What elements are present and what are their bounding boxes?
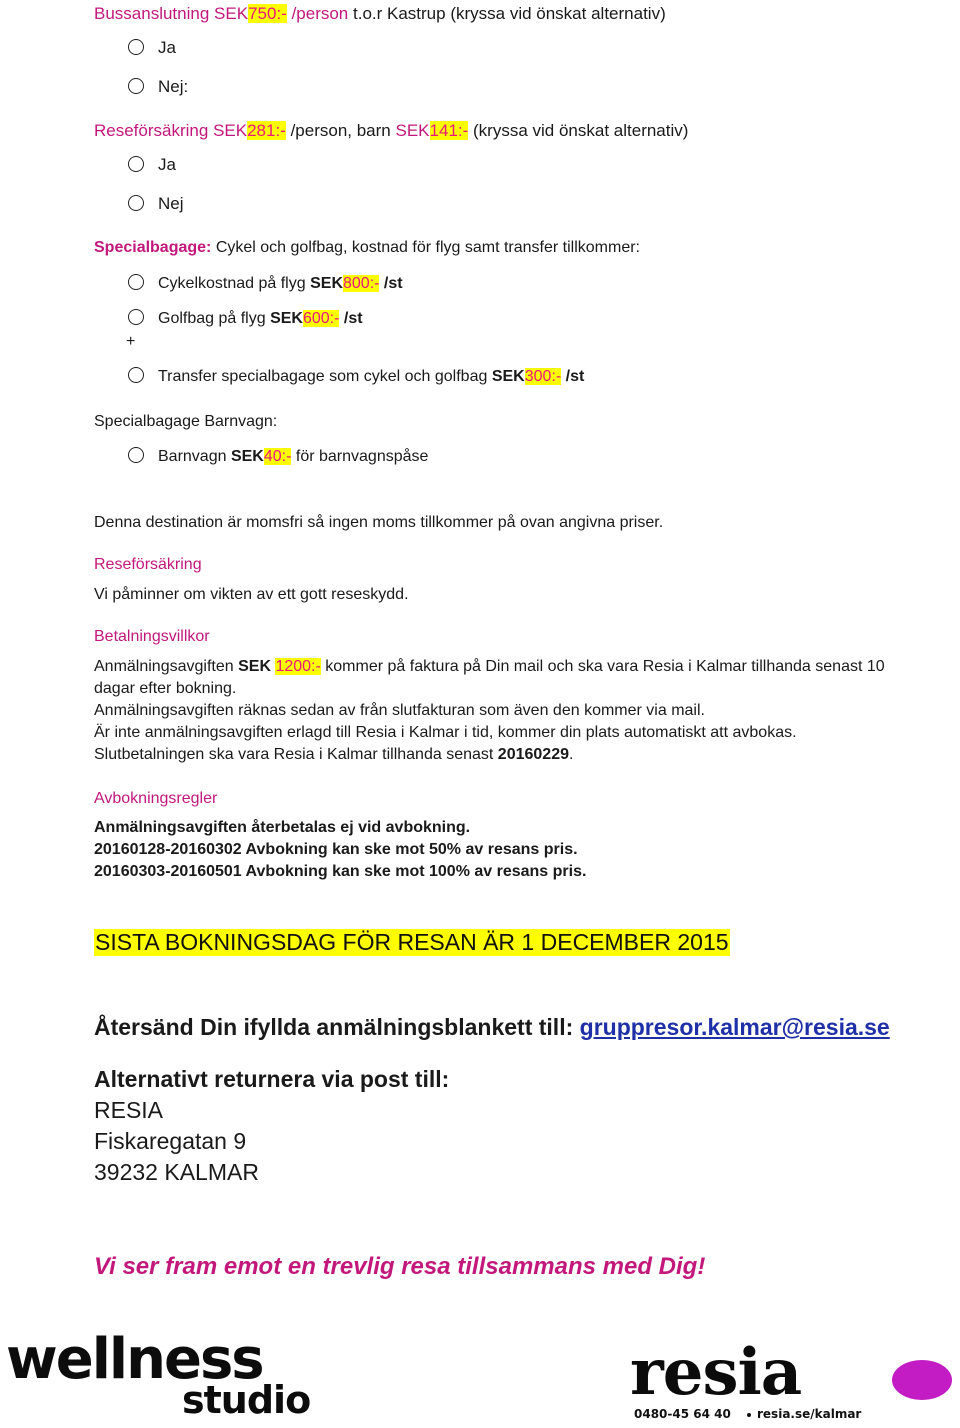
- special-transfer-option[interactable]: [128, 366, 584, 388]
- option-label: Ja: [158, 155, 176, 174]
- resia-dot-icon: [892, 1360, 952, 1400]
- special-golf-option[interactable]: [128, 308, 363, 330]
- payment-line-2: dagar efter bokning.: [94, 680, 237, 697]
- cancellation-heading: Avbokningsregler: [94, 790, 218, 807]
- payment-line-1: [94, 656, 885, 678]
- option-label: Barnvagn: [158, 448, 227, 465]
- transfer-sek: SEK: [491, 368, 525, 385]
- insurance-per: /person, barn: [290, 121, 391, 140]
- cancellation-line: Anmälningsavgiften återbetalas ej vid avbokning.: [94, 819, 471, 836]
- insurance-heading: Reseförsäkring: [94, 556, 202, 573]
- radio-circle-icon[interactable]: [128, 156, 144, 172]
- insurance-option-yes[interactable]: [128, 154, 176, 176]
- special-line: [94, 237, 640, 259]
- golf-price: 600:-: [302, 310, 340, 327]
- transfer-unit: /st: [565, 368, 585, 385]
- option-label: Ja: [158, 38, 176, 57]
- resia-bullet-icon: [747, 1413, 751, 1417]
- radio-circle-icon[interactable]: [128, 367, 144, 383]
- bus-rest: t.o.r Kastrup (kryssa vid önskat alternativ): [353, 4, 666, 23]
- bus-option-no[interactable]: [128, 76, 188, 98]
- bike-price: 800:-: [343, 275, 380, 292]
- special-rest: Cykel och golfbag, kostnad för flyg samt transfer tillkommer:: [215, 239, 640, 256]
- insurance-line: [94, 120, 688, 142]
- vat-note: Denna destination är momsfri så ingen moms tillkommer på ovan angivna priser.: [94, 514, 664, 531]
- insurance-sek: SEK: [213, 121, 248, 140]
- payment-line-3: Anmälningsavgiften räknas sedan av från slutfakturan som även den kommer via mail.: [94, 702, 705, 719]
- resia-logo-text: resia: [630, 1335, 802, 1410]
- bus-per: /person: [291, 4, 349, 23]
- option-label: Transfer specialbagage som cykel och golfbag: [158, 368, 488, 385]
- golf-unit: /st: [343, 310, 363, 327]
- option-label: Nej:: [158, 77, 189, 96]
- radio-circle-icon[interactable]: [128, 195, 144, 211]
- option-label: Nej: [158, 194, 184, 213]
- bus-price: 750:-: [248, 4, 287, 23]
- return-label: Återsänd Din ifyllda anmälningsblankett till:: [94, 1014, 574, 1040]
- resia-phone: 0480-45 64 40: [634, 1407, 731, 1421]
- insurance-text: Vi påminner om vikten av ett gott reseskydd.: [94, 586, 409, 603]
- resia-web: resia.se/kalmar: [757, 1407, 862, 1421]
- payment-line-4: Är inte anmälningsavgiften erlagd till Resia i Kalmar i tid, kommer din plats automatiskt att avbokas.: [94, 724, 797, 741]
- radio-circle-icon[interactable]: [128, 447, 144, 463]
- transfer-price: 300:-: [524, 368, 562, 385]
- post-label: Alternativt returnera via post till:: [94, 1066, 450, 1092]
- stroller-rest: för barnvagnspåse: [295, 448, 429, 465]
- payment-heading: Betalningsvillkor: [94, 628, 210, 645]
- stroller-price: 40:-: [263, 448, 292, 465]
- booking-deadline: SISTA BOKNINGSDAG FÖR RESAN ÄR 1 DECEMBER 2015: [95, 929, 729, 955]
- payment-fee: 1200:-: [275, 658, 321, 675]
- closing-message: Vi ser fram emot en trevlig resa tillsammans med Dig!: [94, 1253, 706, 1280]
- option-label: Cykelkostnad på flyg: [158, 275, 306, 292]
- studio-logo-text: studio: [182, 1378, 311, 1422]
- bus-label: Bussanslutning: [94, 4, 210, 23]
- insurance-option-no[interactable]: [128, 193, 184, 215]
- special-label: Specialbagage:: [94, 239, 212, 256]
- cancellation-line: 20160303-20160501 Avbokning kan ske mot 100% av resans pris.: [94, 863, 587, 880]
- bus-line: [94, 3, 666, 25]
- insurance-label: Reseförsäkring: [94, 121, 209, 140]
- stroller-sek: SEK: [230, 448, 264, 465]
- radio-circle-icon[interactable]: [128, 274, 144, 290]
- post-address-line: 39232 KALMAR: [94, 1159, 259, 1185]
- bike-sek: SEK: [310, 275, 343, 292]
- insurance-price-child: 141:-: [429, 121, 469, 140]
- cancellation-line: 20160128-20160302 Avbokning kan ske mot 50% av resans pris.: [94, 841, 578, 858]
- bus-option-yes[interactable]: [128, 37, 176, 59]
- stroller-option[interactable]: [128, 446, 428, 468]
- resia-logo: [630, 1335, 955, 1426]
- radio-circle-icon[interactable]: [128, 39, 144, 55]
- payment-text: Anmälningsavgiften: [94, 658, 234, 675]
- insurance-rest: (kryssa vid önskat alternativ): [473, 121, 689, 140]
- payment-text: .: [568, 746, 574, 763]
- bike-unit: /st: [383, 275, 403, 292]
- payment-sek: SEK: [238, 658, 271, 675]
- plus-sign: +: [126, 333, 136, 350]
- payment-text: Slutbetalningen ska vara Resia i Kalmar tillhanda senast: [94, 746, 494, 763]
- post-address-line: RESIA: [94, 1097, 164, 1123]
- wellness-studio-logo: [6, 1327, 311, 1426]
- special-bike-option[interactable]: [128, 273, 403, 295]
- stroller-label: Specialbagage Barnvagn:: [94, 413, 278, 430]
- return-email-link[interactable]: gruppresor.kalmar@resia.se: [579, 1014, 890, 1040]
- radio-circle-icon[interactable]: [128, 78, 144, 94]
- payment-text: kommer på faktura på Din mail och ska vara Resia i Kalmar tillhanda senast 10: [325, 658, 885, 675]
- insurance-sek-child: SEK: [395, 121, 430, 140]
- wellness-logo-text: wellness: [6, 1327, 263, 1392]
- post-address-line: Fiskaregatan 9: [94, 1128, 247, 1154]
- payment-line-5: [94, 744, 573, 766]
- bus-sek: SEK: [214, 4, 249, 23]
- final-payment-date: 20160229: [497, 746, 569, 763]
- radio-circle-icon[interactable]: [128, 309, 144, 325]
- golf-sek: SEK: [270, 310, 303, 327]
- return-line: [94, 1014, 890, 1041]
- insurance-price-adult: 281:-: [247, 121, 286, 140]
- option-label: Golfbag på flyg: [158, 310, 266, 327]
